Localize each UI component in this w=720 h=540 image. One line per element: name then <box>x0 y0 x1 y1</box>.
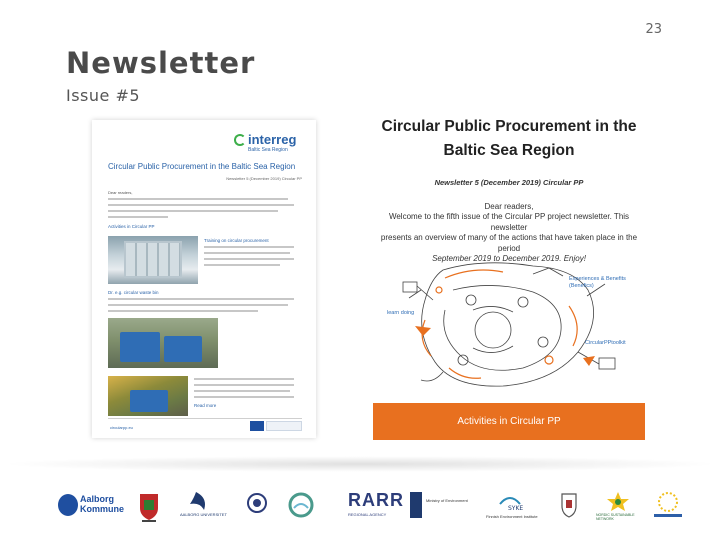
thumbnail-dear: Dear readers, <box>108 190 133 195</box>
thumbnail-divider <box>108 418 302 419</box>
text-line <box>204 264 280 266</box>
interreg-logo-text: interreg <box>248 132 297 147</box>
bin-shape <box>120 332 160 362</box>
text-line <box>108 310 258 312</box>
aau-label: AALBORG UNIVERSITET <box>180 512 227 517</box>
doodle-label-circular: CircularPPtoolkit <box>585 340 626 346</box>
interreg-arc-icon <box>234 134 246 146</box>
thumbnail-url[interactable]: circularpp.eu <box>110 425 133 430</box>
interreg-logo-sub: Baltic Sea Region <box>248 147 288 153</box>
newsletter-thumbnail <box>92 120 316 438</box>
aau-wave-icon <box>180 490 232 512</box>
university-logo <box>246 492 268 518</box>
svg-text:SYKE: SYKE <box>508 505 524 512</box>
aalborg-emblem-icon <box>58 494 78 516</box>
text-line <box>108 298 294 300</box>
eu-stars-icon <box>648 490 688 522</box>
nordic-sustainable-logo <box>596 490 640 522</box>
poster-body-line: September 2019 to December 2019. Enjoy! <box>432 254 586 263</box>
thumbnail-heading: Circular Public Procurement in the Baltic Sea Region <box>108 162 296 171</box>
poster-issue: Newsletter 5 (December 2019) Circular PP <box>434 178 584 187</box>
finnish-label: Finnish Environment Institute <box>486 514 538 519</box>
poster-title-line1: Circular Public Procurement in the <box>381 118 637 135</box>
thumbnail-link[interactable]: Activities in Circular PP <box>108 224 155 229</box>
text-line <box>108 198 288 200</box>
finnish-environment-logo <box>480 490 570 522</box>
rarr-logo <box>346 490 402 522</box>
slide-title: Newsletter <box>66 46 256 80</box>
circular-doodle-illustration <box>373 260 645 398</box>
green-circle-logo <box>286 490 316 520</box>
bin-shape <box>164 336 202 362</box>
thumbnail-issue: Newsletter 5 (December 2019) Circular PP <box>226 176 302 181</box>
aalborg-kommune-logo <box>58 492 125 518</box>
ministry-crest-icon <box>410 492 422 518</box>
activities-banner[interactable]: Activities in Circular PP <box>373 403 645 440</box>
nordic-star-icon <box>596 490 640 512</box>
aalborg-label: Aalborg Kommune <box>80 494 125 514</box>
poster-body-line: Welcome to the fifth issue of the Circular PP project newsletter. This newsletter <box>388 212 630 232</box>
coat-of-arms-icon <box>558 490 580 520</box>
poster-title-line2: Baltic Sea Region <box>443 142 575 159</box>
ministry-logo <box>410 492 472 520</box>
story1-title[interactable]: Training on circular procurement <box>204 238 269 243</box>
crest-shield-icon <box>134 490 164 524</box>
training-photo <box>108 236 198 284</box>
eu-flag-icon <box>250 421 264 431</box>
text-line <box>108 210 278 212</box>
text-line <box>204 252 290 254</box>
page-number: 23 <box>645 22 662 37</box>
university-seal-icon <box>246 492 268 518</box>
interreg-logo <box>232 130 302 158</box>
text-line <box>108 304 288 306</box>
doodle-label-experiences: Experiences & Benefits (Benefics) <box>569 276 626 289</box>
aalborg-university-logo <box>180 490 232 522</box>
bin-photo <box>108 318 218 368</box>
story2-title[interactable]: Dr. e.g. circular waste bin <box>108 290 159 295</box>
syke-wave-icon <box>480 490 570 512</box>
rarr-label: RARR <box>348 490 404 510</box>
coat-of-arms-logo <box>558 490 580 520</box>
bin-shape <box>130 390 168 412</box>
doodle-label-learn: learn doing <box>387 310 415 316</box>
poster-body-line: presents an overview of many of the actions that have taken place in the period <box>380 233 638 253</box>
rarr-sub-label: REGIONAL AGENCY <box>348 512 387 517</box>
poster-body <box>373 212 645 265</box>
text-line <box>204 246 294 248</box>
logos-divider <box>0 456 720 472</box>
read-more-link[interactable]: Read more <box>194 403 217 408</box>
text-line <box>108 216 168 218</box>
text-line <box>108 204 294 206</box>
text-line <box>204 258 294 260</box>
newsletter-poster <box>373 112 645 442</box>
nordic-label: NORDIC SUSTAINABLE NETWORK <box>596 513 635 521</box>
green-ring-icon <box>286 490 316 520</box>
text-line <box>194 396 294 398</box>
crest-logo <box>134 490 164 524</box>
text-line <box>194 384 294 386</box>
text-line <box>194 390 290 392</box>
slide-subtitle: Issue #5 <box>66 86 141 105</box>
text-line <box>194 378 294 380</box>
eu-stars-logo <box>648 490 688 522</box>
ministry-label: Ministry of Environment <box>426 498 468 503</box>
autumn-photo <box>108 376 188 416</box>
poster-greeting: Dear readers, <box>484 202 534 211</box>
eu-funding-badge <box>266 421 302 431</box>
